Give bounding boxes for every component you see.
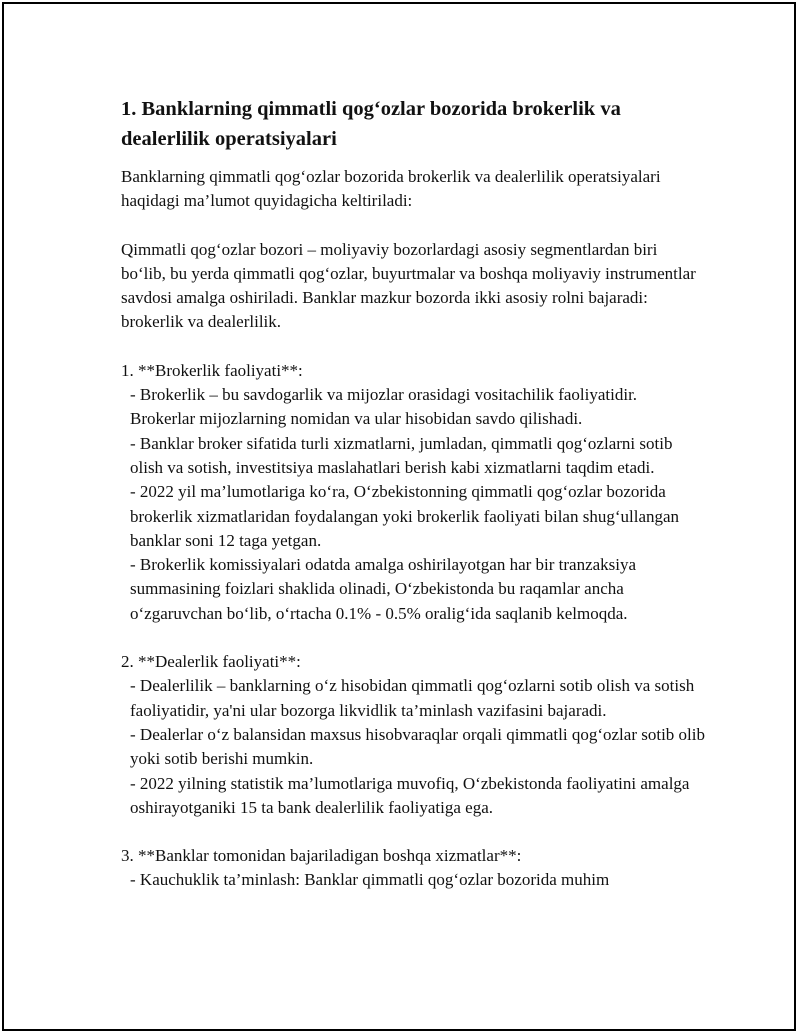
intro-paragraph: Banklarning qimmatli qog‘ozlar bozorida brokerlik va dealerlilik operatsiyalari haqidagi ma’lumot quyidagicha keltiriladi: bbox=[121, 167, 661, 211]
document-title: 1. Banklarning qimmatli qog‘ozlar bozorida brokerlik va dealerlilik operatsiyalari bbox=[121, 98, 621, 150]
list-item: - Brokerlik komissiyalari odatda amalga oshirilayotgan har bir tranzaksiya summasining foizlari shaklida olinadi, O‘zbekistonda bu raqamlar ancha o‘zgaruvchan bo‘lib, o‘rtacha 0.1% - 0.5% oralig‘ida saqlanib kelmoqda. bbox=[130, 555, 637, 623]
list-item: - Brokerlik – bu savdogarlik va mijozlar orasidagi vositachilik faoliyatidir. Brokerlar mijozlarning nomidan va ular hisobidan savdo qilishadi. bbox=[130, 385, 638, 429]
section-other-services bbox=[121, 844, 706, 893]
list-item: - Kauchuklik ta’minlash: Banklar qimmatli qog‘ozlar bozorida muhim bbox=[130, 870, 610, 890]
section-heading: 1. **Brokerlik faoliyati**: bbox=[121, 360, 303, 380]
section-dealerlik bbox=[121, 650, 706, 820]
section-brokerlik bbox=[121, 359, 706, 626]
section-heading: 3. **Banklar tomonidan bajariladigan boshqa xizmatlar**: bbox=[121, 846, 522, 866]
list-item: - 2022 yil ma’lumotlariga ko‘ra, O‘zbekistonning qimmatli qog‘ozlar bozorida brokerlik xizmatlaridan foydalangan yoki brokerlik faoliyati bilan shug‘ullangan banklar soni 12 taga yetgan. bbox=[130, 482, 680, 550]
list-item: - Dealerlilik – banklarning o‘z hisobidan qimmatli qog‘ozlarni sotib olish va sotish faoliyatidir, ya'ni ular bozorga likvidlik ta’minlash vazifasini bajaradi. bbox=[130, 676, 695, 720]
section-heading: 2. **Dealerlik faoliyati**: bbox=[121, 652, 301, 672]
document-page bbox=[2, 2, 796, 1031]
list-item: - 2022 yilning statistik ma’lumotlariga muvofiq, O‘zbekistonda faoliyatini amalga oshirayotganiki 15 ta bank dealerlilik faoliyatiga ega. bbox=[130, 773, 690, 817]
document-content bbox=[121, 94, 706, 893]
list-item: - Banklar broker sifatida turli xizmatlarni, jumladan, qimmatli qog‘ozlarni sotib olish va sotish, investitsiya maslahatlari berish kabi xizmatlarni taqdim etadi. bbox=[130, 433, 673, 477]
list-item: - Dealerlar o‘z balansidan maxsus hisobvaraqlar orqali qimmatli qog‘ozlar sotib olib yoki sotib berishi mumkin. bbox=[130, 724, 705, 769]
overview-paragraph: Qimmatli qog‘ozlar bozori – moliyaviy bozorlardagi asosiy segmentlardan biri bo‘lib, bu yerda qimmatli qog‘ozlar, buyurtmalar va boshqa moliyaviy instrumentlar savdosi amalga oshiriladi. Banklar mazkur bozorda ikki asosiy rolni bajaradi: brokerlik va dealerlilik. bbox=[121, 239, 696, 332]
